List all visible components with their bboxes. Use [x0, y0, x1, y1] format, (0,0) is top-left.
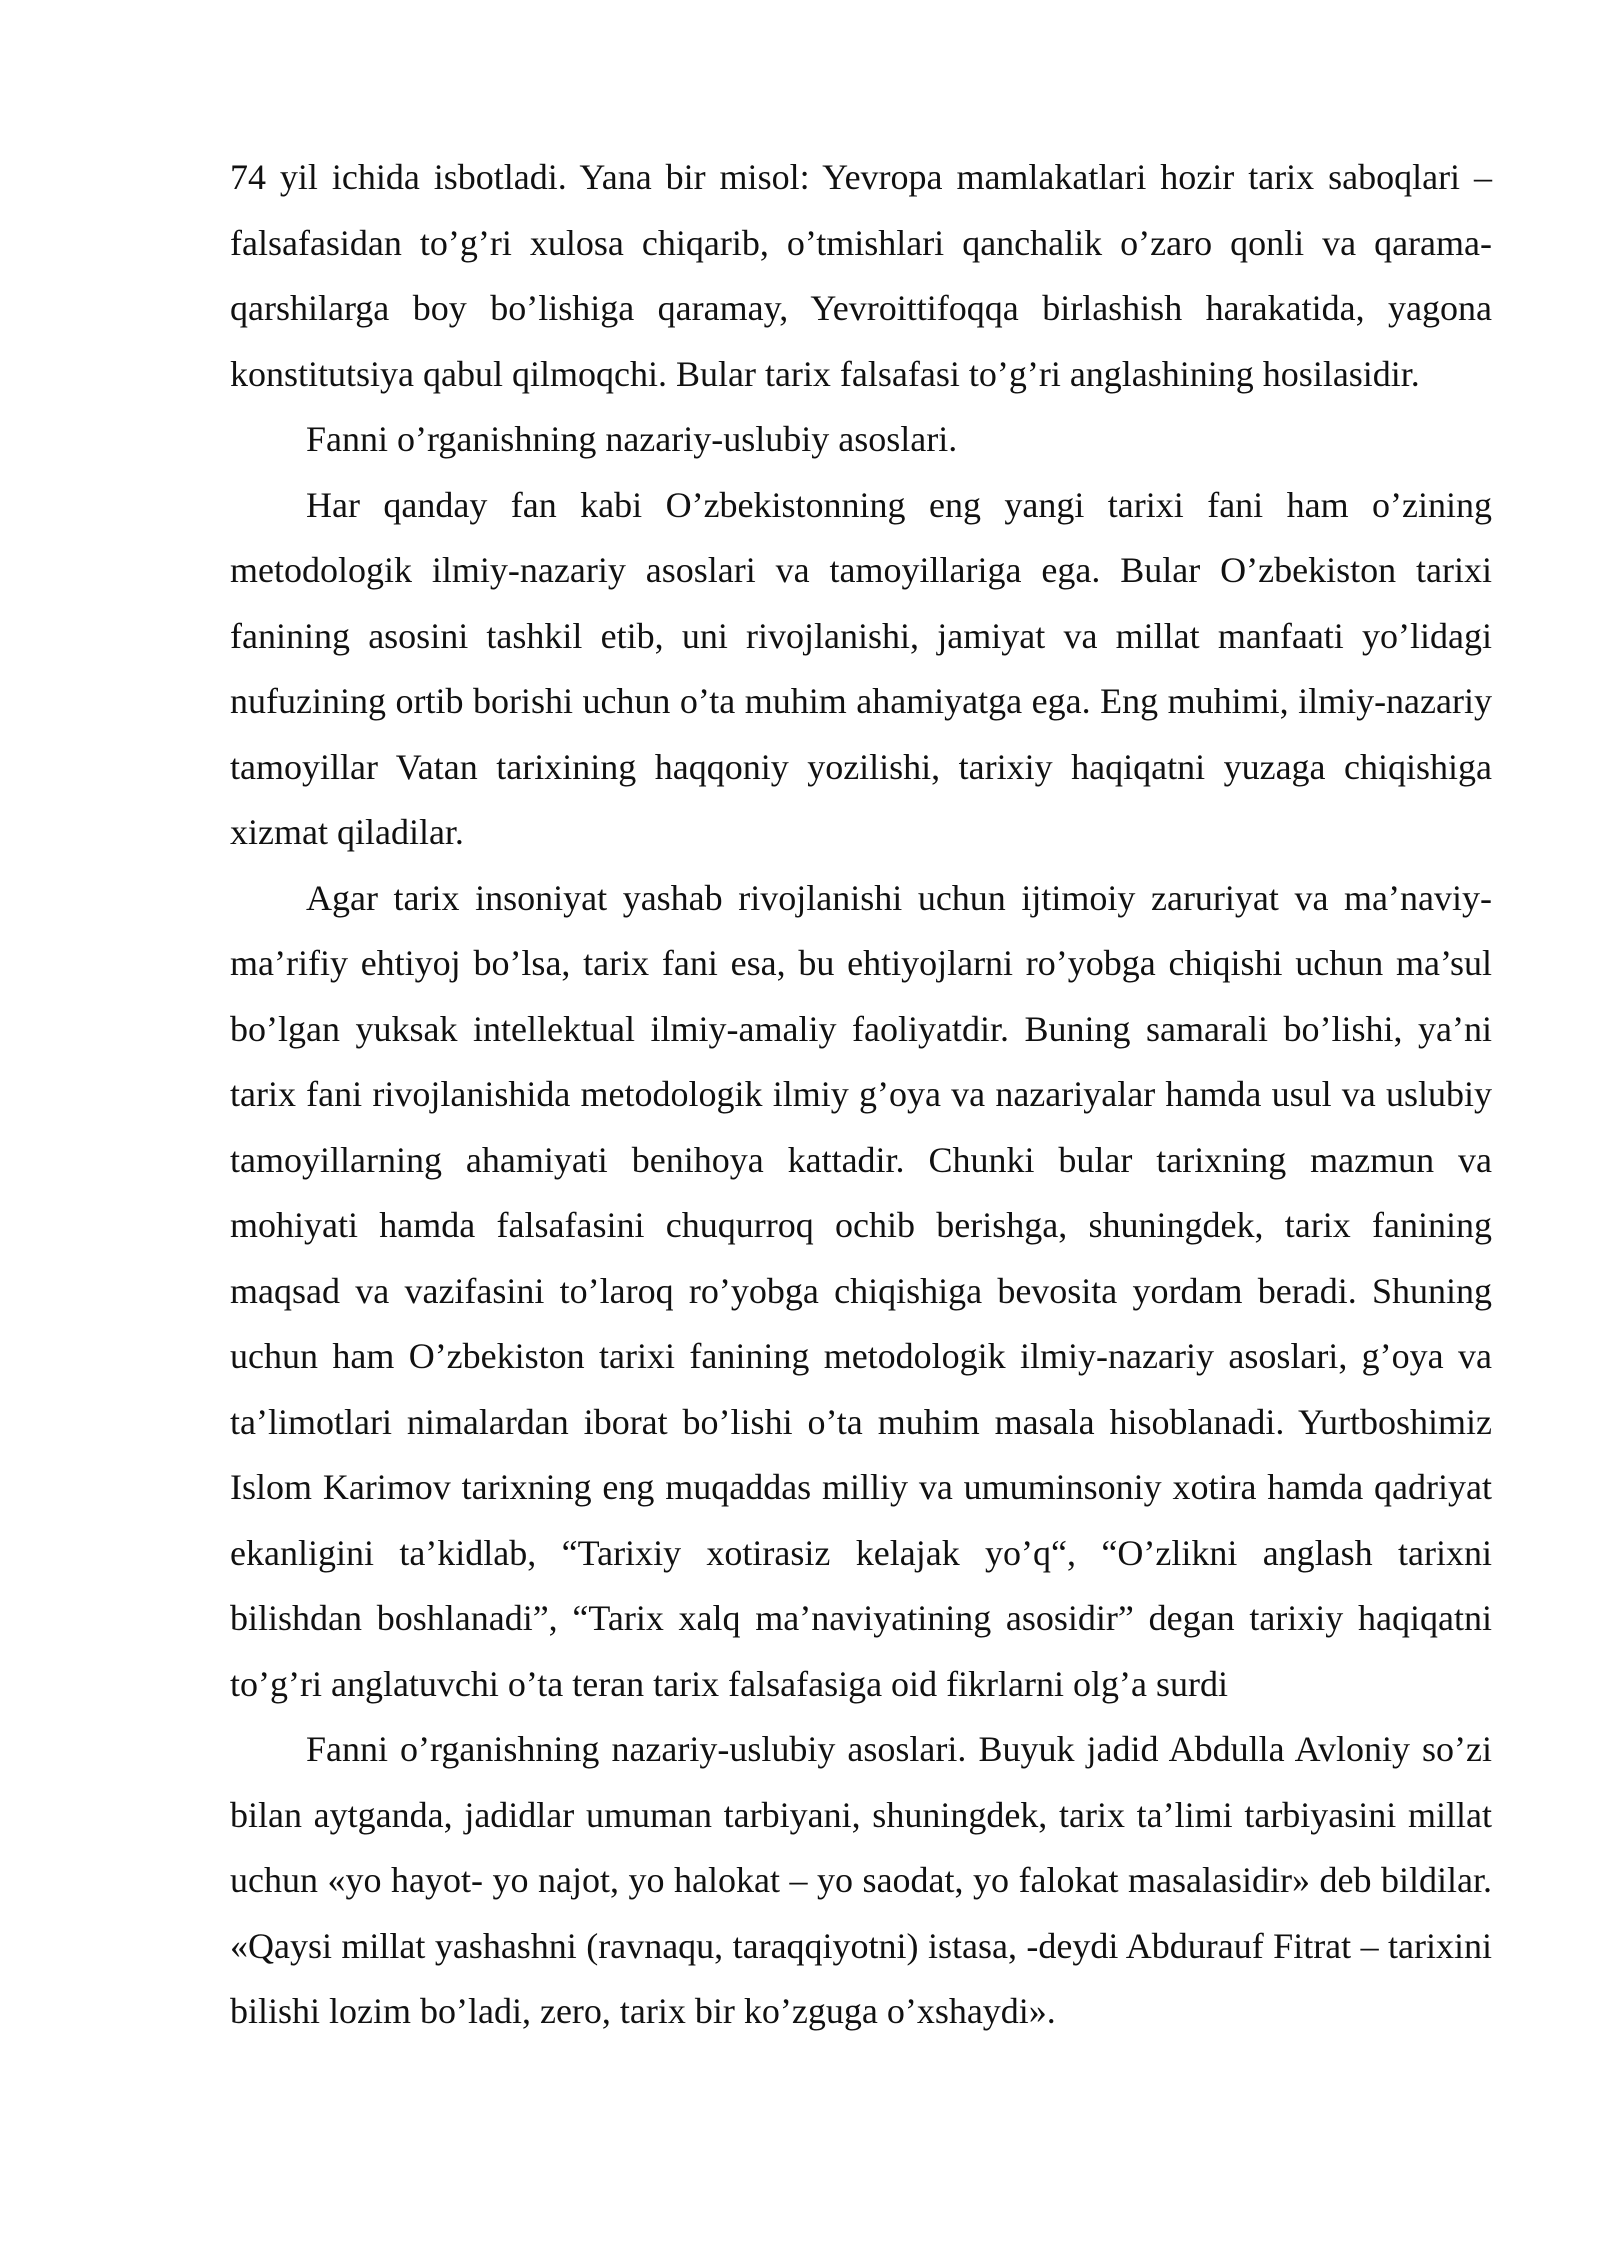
paragraph: Har qanday fan kabi O’zbekistonning eng yangi tarixi fani ham o’zining metodologik ilmiy-nazariy asoslari va tamoyillariga ega. Bular O’zbekiston tarixi fanining asosini tashkil etib, uni rivojlanishi, jamiyat va millat manfaati yo’lidagi nufuzining ortib borishi uchun o’ta muhim ahamiyatga ega. Eng muhimi, ilmiy-nazariy tamoyillar Vatan tarixining haqqoniy yozilishi, tarixiy haqiqatni yuzaga chiqishiga xizmat qiladilar.	[230, 484, 1492, 852]
body-text	[230, 145, 1492, 2045]
paragraph-continuation: 74 yil ichida isbotladi. Yana bir misol: Yevropa mamlakatlari hozir tarix saboqlari – falsafasidan to’g’ri xulosa chiqarib, o’tmishlari qanchalik o’zaro qonli va qarama-qarshilarga boy bo’lishiga qaramay, Yevroittifoqqa birlashish harakatida, yagona konstitutsiya qabul qilmoqchi. Bular tarix falsafasi to’g’ri anglashining hosilasidir.	[230, 157, 1492, 394]
paragraph: Agar tarix insoniyat yashab rivojlanishi uchun ijtimoiy zaruriyat va ma’naviy-ma’rifiy ehtiyoj bo’lsa, tarix fani esa, bu ehtiyojlarni ro’yobga chiqishi uchun ma’sul bo’lgan yuksak intellektual ilmiy-amaliy faoliyatdir. Buning samarali bo’lishi, ya’ni tarix fani rivojlanishida metodologik ilmiy g’oya va nazariyalar hamda usul va uslubiy tamoyillarning ahamiyati benihoya kattadir. Chunki bular tarixning mazmun va mohiyati hamda falsafasini chuqurroq ochib berishga, shuningdek, tarix fanining maqsad va vazifasini to’laroq ro’yobga chiqishiga bevosita yordam beradi. Shuning uchun ham O’zbekiston tarixi fanining metodologik ilmiy-nazariy asoslari, g’oya va ta’limotlari nimalardan iborat bo’lishi o’ta muhim masala hisoblanadi. Yurtboshimiz Islom Karimov tarixning eng muqaddas milliy va umuminsoniy xotira hamda qadriyat ekanligini ta’kidlab, “Tarixiy xotirasiz kelajak yo’q“, “O’zlikni anglash tarixni bilishdan boshlanadi”, “Tarix xalq ma’naviyatining asosidir” degan tarixiy haqiqatni to’g’ri anglatuvchi o’ta teran tarix falsafasiga oid fikrlarni olg’a surdi	[230, 877, 1492, 1704]
paragraph: Fanni o’rganishning nazariy-uslubiy asoslari. Buyuk jadid Abdulla Avloniy so’zi bilan aytganda, jadidlar umuman tarbiyani, shuningdek, tarix ta’limi tarbiyasini millat uchun «yo hayot- yo najot, yo halokat – yo saodat, yo falokat masalasidir» deb bildilar. «Qaysi millat yashashni (ravnaqu, taraqqiyotni) istasa, -deydi Abdurauf Fitrat – tarixini bilishi lozim bo’ladi, zero, tarix bir ko’zguga o’xshaydi».	[230, 1729, 1492, 2031]
section-heading: Fanni o’rganishning nazariy-uslubiy asoslari.	[306, 419, 958, 459]
